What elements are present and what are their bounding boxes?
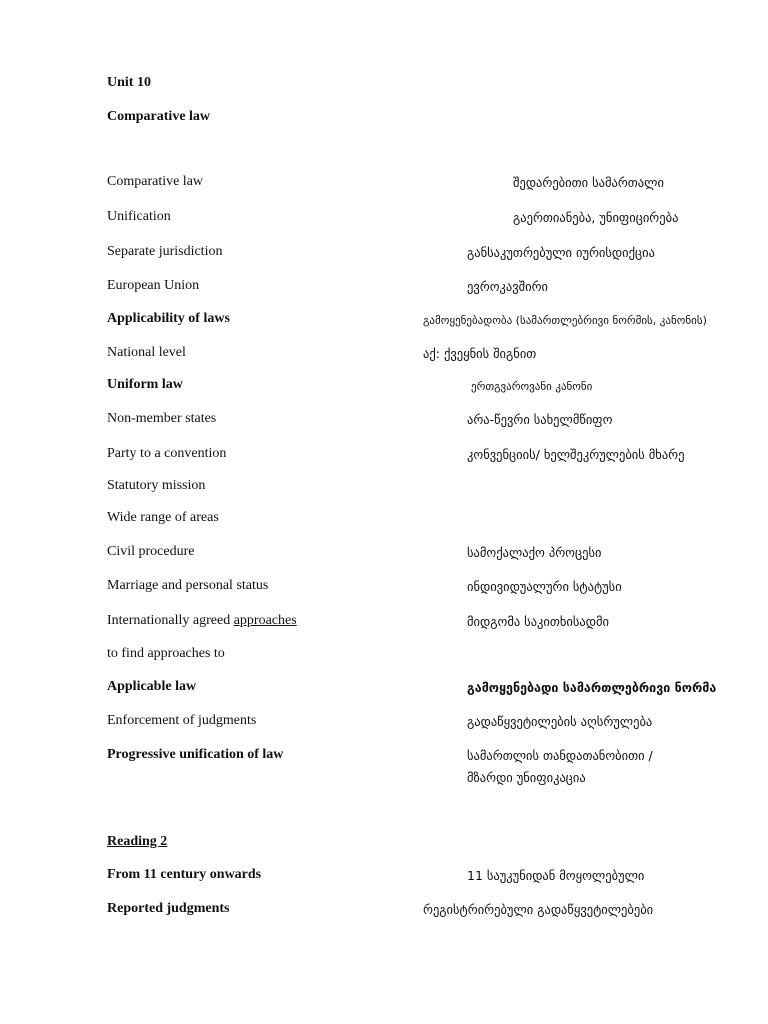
term-ka: გაერთიანება, უნიფიცირება — [513, 210, 679, 225]
term-en: Wide range of areas — [107, 510, 219, 525]
term-en: Separate jurisdiction — [107, 244, 223, 259]
term-en: Reported judgments — [107, 901, 230, 916]
term-ka: 11 საუკუნიდან მოყოლებული — [467, 868, 645, 883]
term-en: National level — [107, 345, 186, 360]
term-ka: მიდგომა საკითხისადმი — [467, 614, 610, 629]
term-en: Uniform law — [107, 377, 183, 392]
term-en: Applicable law — [107, 679, 197, 694]
term-en: Applicability of laws — [107, 311, 230, 326]
page-title: Comparative law — [107, 109, 211, 124]
term-en: Statutory mission — [107, 478, 206, 493]
term-ka: ევროკავშირი — [467, 279, 549, 294]
term-ka: სამართლის თანდათანობითი / — [467, 748, 653, 763]
term-ka: სამოქალაქო პროცესი — [467, 545, 602, 560]
unit-heading: Unit 10 — [107, 75, 151, 90]
term-ka: გამოყენებადობა (სამართლებრივი ნორმის, კანონის) — [423, 314, 707, 327]
term-en: Enforcement of judgments — [107, 713, 257, 728]
term-en: Marriage and personal status — [107, 578, 269, 593]
term-en: European Union — [107, 278, 200, 293]
term-ka: კონვენციის/ ხელშეკრულების მხარე — [467, 447, 685, 462]
term-ka: ერთგვაროვანი კანონი — [471, 380, 593, 393]
term-ka: აქ: ქვეყნის შიგნით — [423, 346, 537, 361]
term-ka: გადაწყვეტილების აღსრულება — [467, 714, 653, 729]
term-en: Party to a convention — [107, 446, 227, 461]
term-en: Comparative law — [107, 174, 204, 189]
term-en: From 11 century onwards — [107, 867, 262, 882]
term-en: Civil procedure — [107, 544, 195, 559]
term-ka: გამოყენებადი სამართლებრივი ნორმა — [467, 680, 717, 695]
term-en: to find approaches to — [107, 646, 225, 661]
term-en: Progressive unification of law — [107, 747, 284, 762]
term-ka: ინდივიდუალური სტატუსი — [467, 579, 622, 594]
term-en-prefix: Internationally agreed — [107, 613, 234, 628]
term-ka-continued: მზარდი უნიფიკაცია — [467, 770, 586, 785]
term-ka: რეგისტრირებული გადაწყვეტილებები — [423, 902, 654, 917]
term-en-underlined: approaches — [233, 613, 297, 628]
reading-heading: Reading 2 — [107, 834, 168, 849]
term-en: Non-member states — [107, 411, 217, 426]
term-en — [107, 612, 297, 630]
term-ka: შედარებითი სამართალი — [513, 175, 664, 190]
term-ka: არა-წევრი სახელმწიფო — [467, 412, 613, 427]
term-en: Unification — [107, 209, 171, 224]
term-ka: განსაკუთრებული იურისდიქცია — [467, 245, 655, 260]
